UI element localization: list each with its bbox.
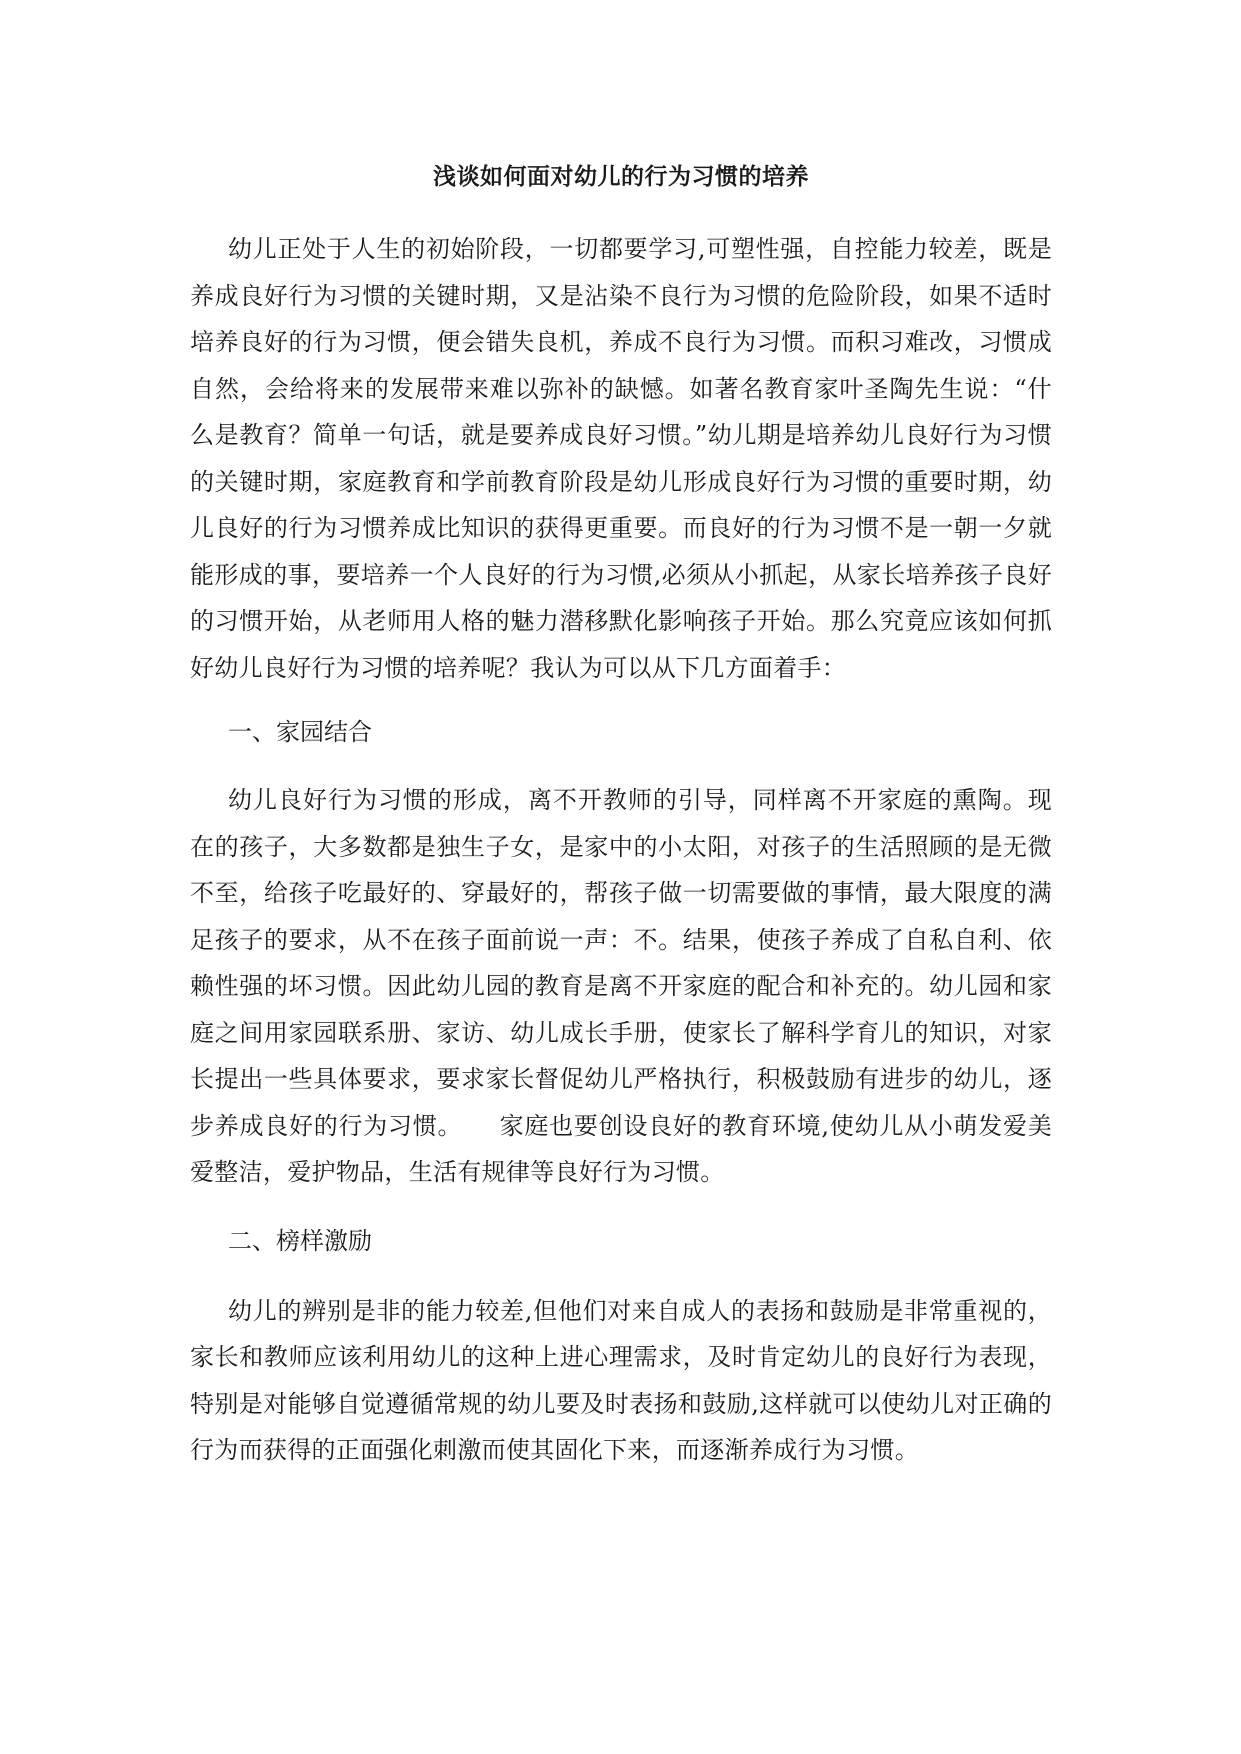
section-1-paragraph: 幼儿良好行为习惯的形成，离不开教师的引导，同样离不开家庭的熏陶。现在的孩子，大多数都是独生子女，是家中的小太阳，对孩子的生活照顾的是无微不至，给孩子吃最好的、穿最好的，帮孩子做一切需要做的事情，最大限度的满足孩子的要求，从不在孩子面前说一声：不。结果，使孩子养成了自私自利、依赖性强的坏习惯。因此幼儿园的教育是离不开家庭的配合和补充的。幼儿园和家庭之间用家园联系册、家访、幼儿成长手册，使家长了解科学育儿的知识，对家长提出一些具体要求，要求家长督促幼儿严格执行，积极鼓励有进步的幼儿，逐步养成良好的行为习惯。 家庭也要创设良好的教育环境,使幼儿从小萌发爱美爱整洁，爱护物品，生活有规律等良好行为习惯。 [190, 786, 1052, 1186]
document-title: 浅谈如何面对幼儿的行为习惯的培养 [433, 163, 809, 190]
spacer [190, 1196, 1052, 1218]
section-1-heading: 一、家园结合 [228, 718, 372, 746]
spacer [190, 755, 1052, 777]
spacer [190, 1264, 1052, 1288]
document-body [190, 162, 1052, 1474]
section-2-heading: 二、榜样激励 [228, 1226, 372, 1255]
spacer [190, 691, 1052, 709]
intro-paragraph: 幼儿正处于人生的初始阶段，一切都要学习,可塑性强，自控能力较差，既是养成良好行为习惯的关键时期，又是沾染不良行为习惯的危险阶段，如果不适时培养良好的行为习惯，便会错失良机，养成不良行为习惯。而积习难改，习惯成自然，会给将来的发展带来难以弥补的缺憾。如著名教育家叶圣陶先生说：“什么是教育？简单一句话，就是要养成良好习惯。”幼儿期是培养幼儿良好行为习惯的关键时期，家庭教育和学前教育阶段是幼儿形成良好行为习惯的重要时期，幼儿良好的行为习惯养成比知识的获得更重要。而良好的行为习惯不是一朝一夕就能形成的事，要培养一个人良好的行为习惯,必须从小抓起，从家长培养孩子良好的习惯开始，从老师用人格的魅力潜移默化影响孩子开始。那么究竟应该如何抓好幼儿良好行为习惯的培养呢？我认为可以从下几方面着手： [190, 235, 1052, 682]
section-2-paragraph: 幼儿的辨别是非的能力较差,但他们对来自成人的表扬和鼓励是非常重视的，家长和教师应该利用幼儿的这种上进心理需求，及时肯定幼儿的良好行为表现，特别是对能够自觉遵循常规的幼儿要及时表扬和鼓励,这样就可以使幼儿对正确的行为而获得的正面强化刺激而使其固化下来，而逐渐养成行为习惯。 [190, 1296, 1052, 1464]
